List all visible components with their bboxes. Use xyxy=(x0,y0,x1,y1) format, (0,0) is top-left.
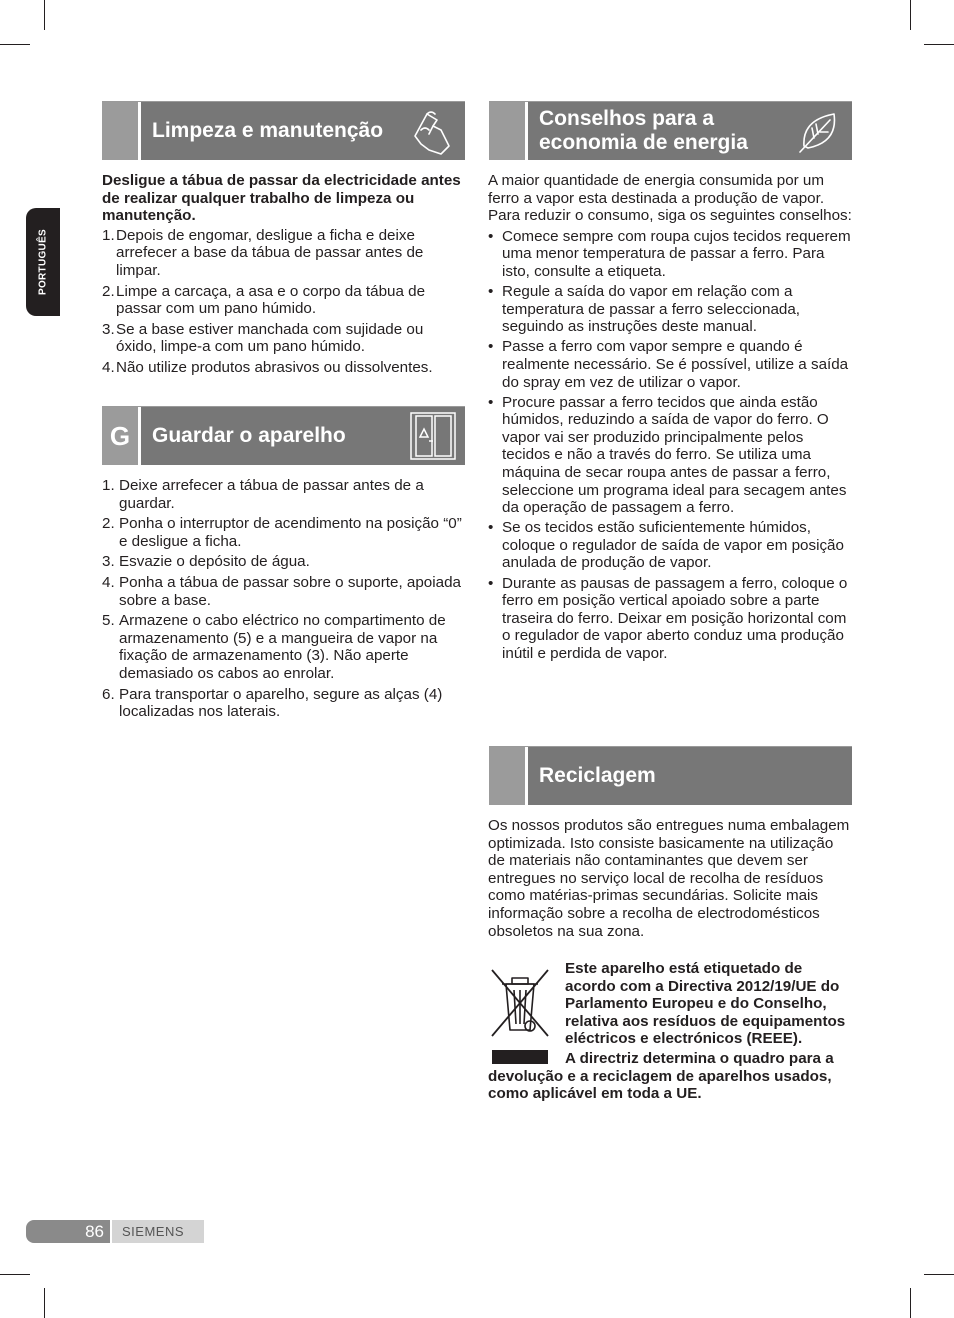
list-item: 2. Limpe a carcaça, a asa e o corpo da tábua de passar com um pano húmido. xyxy=(102,282,426,318)
directive-text: A directriz determina o quadro para a devolução e a reciclagem de aparelhos usados, como aplicável em toda a UE. xyxy=(488,1049,834,1103)
crop-mark xyxy=(0,44,30,45)
list-item: 5. Armazene o cabo eléctrico no compartimento de armazenamento (5) e a mangueira de vapor na fixação de armazenamento (3). Não aperte demasiado os cabos ao enrolar. xyxy=(102,612,446,682)
cleaning-header xyxy=(102,101,465,160)
storage-title: Guardar o aparelho xyxy=(152,424,346,447)
storage-cabinet-icon xyxy=(407,411,459,461)
recycling-header xyxy=(489,746,852,805)
crossed-bin-icon xyxy=(488,964,552,1064)
list-item: • Se os tecidos estão suficientemente húmidos, coloque o regulador de saída de vapor em posição anulada de produção de vapor. xyxy=(488,519,852,572)
cleaning-body xyxy=(102,172,468,380)
energy-tips xyxy=(488,228,852,663)
storage-header xyxy=(102,406,465,465)
list-item: 3. Se a base estiver manchada com sujidade ou óxido, limpe-a com um pano húmido. xyxy=(102,320,424,356)
weee-text: Este aparelho está etiquetado de acordo com a Directiva 2012/19/UE do Parlamento Europeu e do Conselho, relativa aos resíduos de equipamentos eléctricos e electrónicos (REEE). xyxy=(565,960,846,1048)
recycling-title: Reciclagem xyxy=(539,764,656,787)
list-item: • Procure passar a ferro tecidos que ainda estão húmidos, reduzindo a saída de vapor do ferro. O vapor vai ser produzido principalmente pelos tecidos e não a través do ferro. Se utiliza uma máquina de secar roupa antes de passar a ferro, seleccione um programa ideal para secagem antes da operação de passagem a ferro. xyxy=(488,394,852,517)
list-item: 2. Ponha o interruptor de acendimento na posição “0” e desligue a ficha. xyxy=(102,515,462,550)
recycling-body xyxy=(488,817,854,940)
list-item: 4. Não utilize produtos abrasivos ou dissolventes. xyxy=(102,358,433,376)
list-item: 3. Esvazie o depósito de água. xyxy=(102,553,310,571)
storage-steps xyxy=(102,477,468,721)
crop-mark xyxy=(44,1288,45,1318)
list-item: • Passe a ferro com vapor sempre e quando é realmente necessário. Se é possível, utilize a saída do spray em vez de utilizar o vapor. xyxy=(488,338,852,391)
crop-mark xyxy=(924,44,954,45)
list-item: 1. Depois de engomar, desligue a ficha e deixe arrefecer a base da tábua de passar antes de limpar. xyxy=(102,226,424,279)
hand-cleaning-icon xyxy=(407,106,459,156)
energy-body xyxy=(488,172,852,665)
energy-header xyxy=(489,101,852,160)
page-footer xyxy=(26,1220,204,1243)
weee-block xyxy=(488,960,853,1103)
language-tab-label: PORTUGUÊS xyxy=(37,228,49,296)
page-number: 86 xyxy=(85,1222,104,1241)
crop-mark xyxy=(924,1274,954,1275)
list-item: • Durante as pausas de passagem a ferro, coloque o ferro em posição vertical apoiado sobre a parte traseira do ferro. Deixar em posição horizontal com o regulador de vapor aberto conduz uma produção inútil e perdida de vapor. xyxy=(488,575,852,663)
crop-mark xyxy=(0,1274,30,1275)
recycling-intro: Os nossos produtos são entregues numa embalagem optimizada. Isto consiste basicamente na utilização de materiais não contaminantes que devem ser entregues no serviço local de recolha de resíduos como matérias-primas secundárias. Solicite mais informação sobre a recolha de electrodomésticos obsoletos na sua zona. xyxy=(488,817,850,940)
brand-name: SIEMENS xyxy=(122,1224,185,1239)
language-tab xyxy=(26,208,60,316)
list-item: • Comece sempre com roupa cujos tecidos requerem uma menor temperatura de passar a ferro. Para isto, consulte a etiqueta. xyxy=(488,228,852,281)
crop-mark xyxy=(910,1288,911,1318)
cleaning-steps xyxy=(102,227,468,377)
energy-intro: A maior quantidade de energia consumida por um ferro a vapor esta destinada a produção de vapor. Para reduzir o consumo, siga os seguintes conselhos: xyxy=(488,172,852,225)
list-item: 6. Para transportar o aparelho, segure as alças (4) localizadas nos laterais. xyxy=(102,685,443,721)
section-letter: G xyxy=(109,421,131,451)
leaf-icon xyxy=(794,106,846,156)
cleaning-warning: Desligue a tábua de passar da electricidade antes de realizar qualquer trabalho de limpeza ou manutenção. xyxy=(102,172,461,225)
energy-title: Conselhos para a economia de energia xyxy=(539,107,748,154)
crop-mark xyxy=(910,0,911,30)
storage-body xyxy=(102,477,468,724)
list-item: 4. Ponha a tábua de passar sobre o suporte, apoiada sobre a base. xyxy=(102,573,461,609)
cleaning-title: Limpeza e manutenção xyxy=(152,119,384,142)
crop-mark xyxy=(44,0,45,30)
list-item: • Regule a saída do vapor em relação com a temperatura de passar a ferro seleccionada, seguindo as instruções deste manual. xyxy=(488,283,852,336)
list-item: 1. Deixe arrefecer a tábua de passar antes de a guardar. xyxy=(102,477,424,512)
